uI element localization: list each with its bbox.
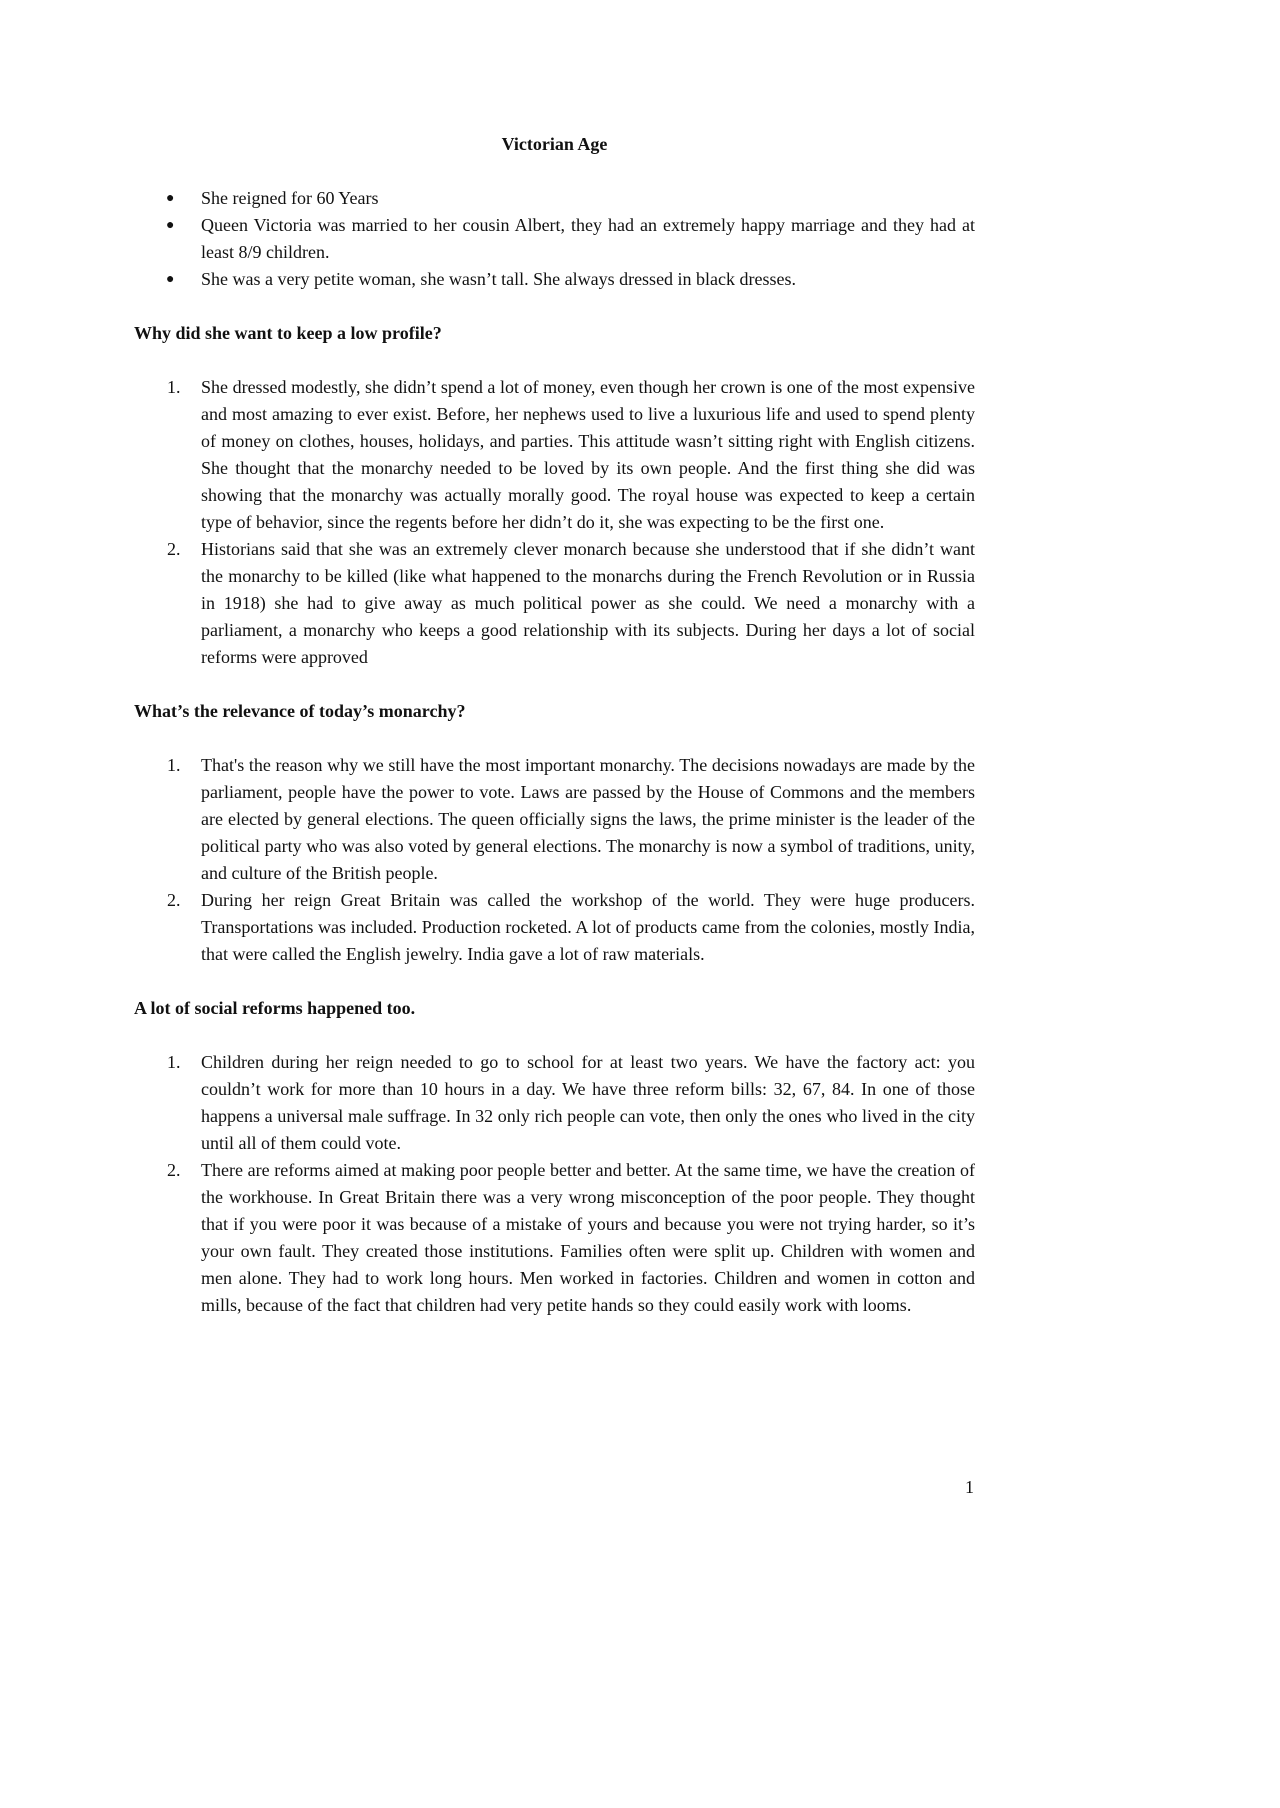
bullet-text: She reigned for 60 Years: [201, 188, 379, 208]
list-item-text: She dressed modestly, she didn’t spend a lot of money, even though her crown is one of the most expensive and most amazing to ever exist. Before, her nephews used to live a luxurious life and used to spend plenty of money on clothes, houses, holidays, and parties. This attitude wasn’t sitting right with English citizens. She thought that the monarchy needed to be loved by its own people. And the first thing she did was showing that the monarchy was actually morally good. The royal house was expected to keep a certain type of behavior, since the regents before her didn’t do it, she was expecting to be the first one.: [201, 377, 975, 532]
list-item-number: 2.: [167, 539, 181, 559]
intro-bullet-list: [134, 185, 975, 293]
list-item: [134, 752, 975, 887]
list-item-number: 2.: [167, 1160, 181, 1180]
list-item-text: That's the reason why we still have the most important monarchy. The decisions nowadays are made by the parliament, people have the power to vote. Laws are passed by the House of Commons and the members are elected by general elections. The queen officially signs the laws, the prime minister is the leader of the political party who was also voted by general elections. The monarchy is now a symbol of traditions, unity, and culture of the British people.: [201, 755, 975, 883]
list-item-text: Historians said that she was an extremely clever monarch because she understood that if she didn’t want the monarchy to be killed (like what happened to the monarchs during the French Revolution or in Russia in 1918) she had to give away as much political power as she could. We need a monarchy with a parliament, a monarchy who keeps a good relationship with its subjects. During her days a lot of social reforms were approved: [201, 539, 975, 667]
section-heading: A lot of social reforms happened too.: [134, 998, 416, 1018]
bullet-icon: ●: [166, 272, 175, 287]
numbered-list: [134, 752, 975, 968]
list-item-number: 2.: [167, 890, 181, 910]
list-item: [134, 887, 975, 968]
bullet-icon: ●: [166, 218, 175, 233]
list-item-number: 1.: [167, 377, 181, 397]
bullet-item: [134, 212, 975, 266]
bullet-item: [134, 185, 975, 212]
bullet-icon: ●: [166, 191, 175, 206]
list-item-text: During her reign Great Britain was called the workshop of the world. They were huge producers. Transportations was included. Production rocketed. A lot of products came from the colonies, mostly India, that were called the English jewelry. India gave a lot of raw materials.: [201, 890, 975, 964]
list-item-text: Children during her reign needed to go to school for at least two years. We have the factory act: you couldn’t work for more than 10 hours in a day. We have three reform bills: 32, 67, 84. In one of those happens a universal male suffrage. In 32 only rich people can vote, then only the ones who lived in the city until all of them could vote.: [201, 1052, 975, 1153]
bullet-text: Queen Victoria was married to her cousin Albert, they had an extremely happy marriage and they had at least 8/9 children.: [201, 215, 975, 262]
bullet-item: [134, 266, 975, 293]
list-item: [134, 374, 975, 536]
list-item-number: 1.: [167, 1052, 181, 1072]
list-item: [134, 1157, 975, 1319]
document-page: [134, 131, 975, 1319]
numbered-list: [134, 374, 975, 671]
page-number: 1: [965, 1477, 974, 1497]
numbered-list: [134, 1049, 975, 1319]
list-item: [134, 1049, 975, 1157]
section-heading: Why did she want to keep a low profile?: [134, 323, 442, 343]
list-item-number: 1.: [167, 755, 181, 775]
bullet-text: She was a very petite woman, she wasn’t tall. She always dressed in black dresses.: [201, 269, 797, 289]
section-heading: What’s the relevance of today’s monarchy?: [134, 701, 466, 721]
list-item: [134, 536, 975, 671]
list-item-text: There are reforms aimed at making poor people better and better. At the same time, we have the creation of the workhouse. In Great Britain there was a very wrong misconception of the poor people. They thought that if you were poor it was because of a mistake of yours and because you were not trying harder, so it’s your own fault. They created those institutions. Families often were split up. Children with women and men alone. They had to work long hours. Men worked in factories. Children and women in cotton and mills, because of the fact that children had very petite hands so they could easily work with looms.: [201, 1160, 975, 1315]
document-title: Victorian Age: [501, 134, 608, 154]
